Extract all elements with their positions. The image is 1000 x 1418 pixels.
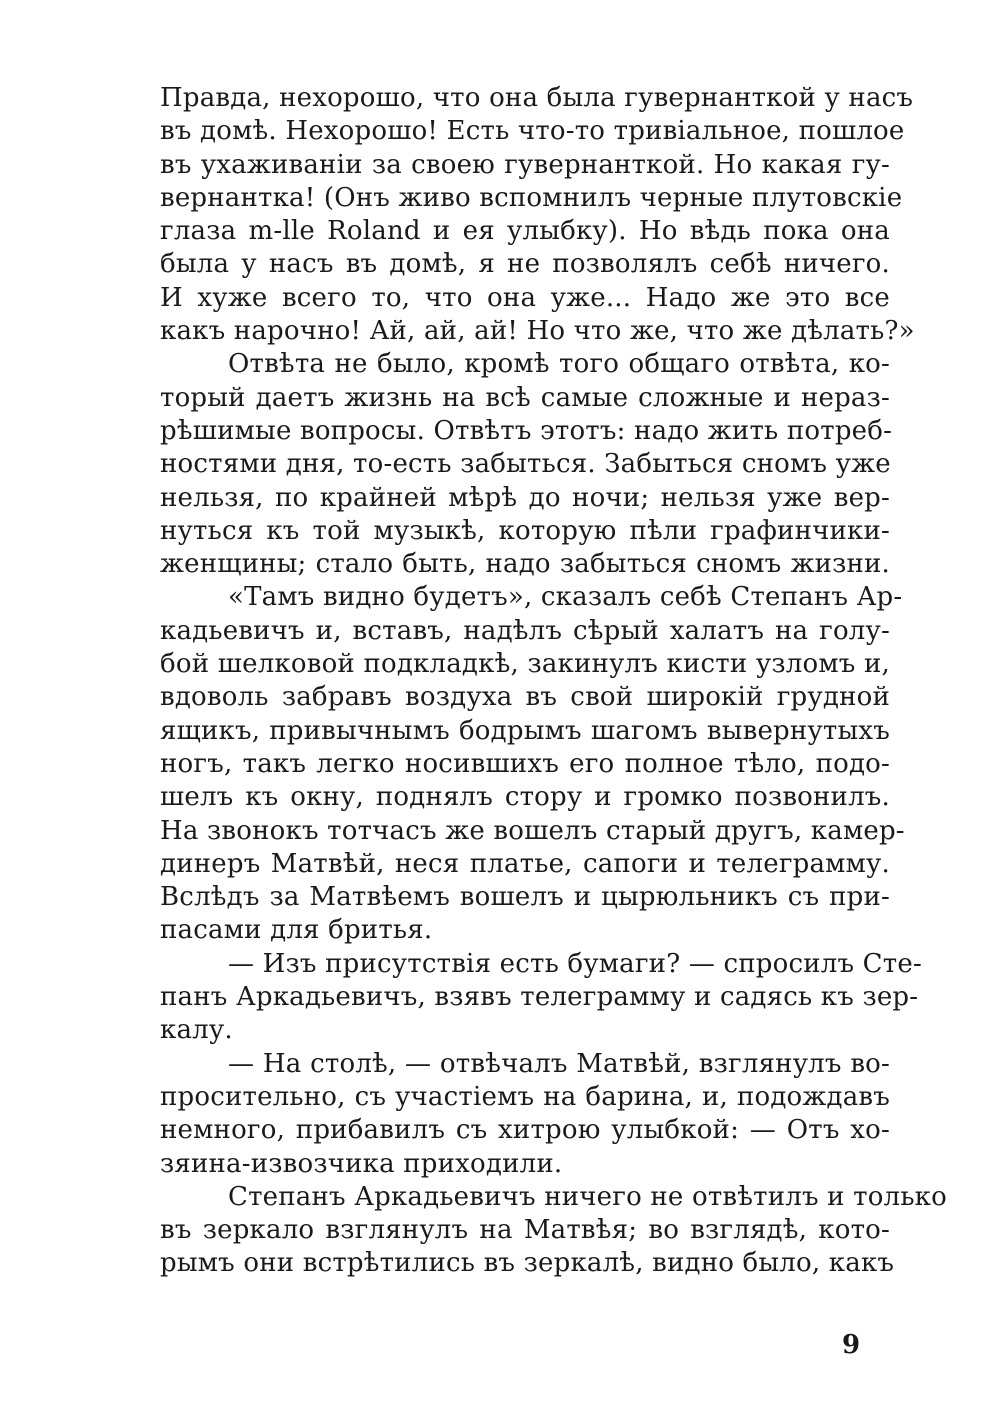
- text-line: динеръ Матвѣй, неся платье, сапоги и телеграмму.: [160, 848, 890, 879]
- text-line: просительно, съ участіемъ на барина, и, подождавъ: [160, 1081, 890, 1112]
- text-line: ящикъ, привычнымъ бодрымъ шагомъ вывернутыхъ: [160, 715, 890, 746]
- text-line: ностями дня, то-есть забыться. Забыться сномъ уже: [160, 449, 891, 480]
- text-line: — На столѣ, — отвѣчалъ Матвѣй, взглянулъ во-: [228, 1048, 890, 1079]
- text-line: торый даетъ жизнь на всѣ самые сложные и нераз-: [160, 382, 890, 413]
- text-line: Отвѣта не было, кромѣ того общаго отвѣта, ко-: [228, 349, 890, 380]
- text-line: нельзя, по крайней мѣрѣ до ночи; нельзя уже вер-: [160, 482, 890, 513]
- text-line: вернантка! (Онъ живо вспомнилъ черные плутовскіе: [160, 182, 903, 213]
- text-line: рѣшимые вопросы. Отвѣтъ этотъ: надо жить потреб-: [160, 415, 893, 446]
- text-line: какъ нарочно! Ай, ай, ай! Но что же, что же дѣлать?»: [160, 316, 915, 347]
- text-line: На звонокъ тотчасъ же вошелъ старый другъ, камер-: [160, 815, 905, 846]
- text-line: женщины; стало быть, надо забыться сномъ жизни.: [160, 549, 890, 580]
- text-line: рымъ они встрѣтились въ зеркалѣ, видно было, какъ: [160, 1248, 895, 1279]
- text-line: И хуже всего то, что она уже... Надо же это все: [160, 282, 890, 313]
- page-body: [160, 82, 947, 1281]
- text-line: Вслѣдъ за Матвѣемъ вошелъ и цырюльникъ съ при-: [160, 882, 890, 913]
- text-line: шелъ къ окну, поднялъ стору и громко позвонилъ.: [160, 782, 890, 813]
- text-line: — Изъ присутствія есть бумаги? — спросилъ Сте-: [228, 948, 922, 979]
- paragraph: [160, 581, 905, 947]
- page-number: 9: [842, 1330, 861, 1360]
- paragraph: [160, 82, 915, 348]
- text-line: вдоволь забравъ воздуха въ свой широкій грудной: [160, 682, 890, 713]
- text-line: была у насъ въ домѣ, я не позволялъ себѣ ничего.: [160, 249, 890, 280]
- text-line: ногъ, такъ легко носившихъ его полное тѣло, подо-: [160, 748, 890, 779]
- text-line: панъ Аркадьевичъ, взявъ телеграмму и садясь къ зер-: [160, 982, 919, 1013]
- text-line: кадьевичъ и, вставъ, надѣлъ сѣрый халатъ на голу-: [160, 615, 890, 646]
- text-line: бой шелковой подкладкѣ, закинулъ кисти узломъ и,: [160, 649, 890, 680]
- text-line: калу.: [160, 1015, 233, 1046]
- text-line: Правда, нехорошо, что она была гувернанткой у насъ: [160, 83, 914, 113]
- text-line: въ ухаживаніи за своею гувернанткой. Но какая гу-: [160, 149, 890, 180]
- paragraph: [160, 1048, 890, 1181]
- text-line: зяина-извозчика приходили.: [160, 1148, 563, 1179]
- text-line: пасами для бритья.: [160, 915, 433, 946]
- text-line: «Тамъ видно будетъ», сказалъ себѣ Степанъ Ар-: [228, 582, 903, 613]
- text-line: глаза m-lle Roland и ея улыбку). Но вѣдь пока она: [160, 216, 890, 247]
- text-line: немного, прибавилъ съ хитрою улыбкой: — Отъ хо-: [160, 1115, 890, 1146]
- paragraph: [160, 1181, 947, 1281]
- paragraph: [160, 348, 893, 581]
- text-line: Степанъ Аркадьевичъ ничего не отвѣтилъ и только: [228, 1181, 947, 1212]
- text-line: нуться къ той музыкѣ, которую пѣли графинчики-: [160, 515, 890, 546]
- text-line: въ домѣ. Нехорошо! Есть что-то тривіальное, пошлое: [160, 116, 905, 147]
- text-line: въ зеркало взглянулъ на Матвѣя; во взглядѣ, кото-: [160, 1215, 890, 1246]
- paragraph: [160, 948, 922, 1048]
